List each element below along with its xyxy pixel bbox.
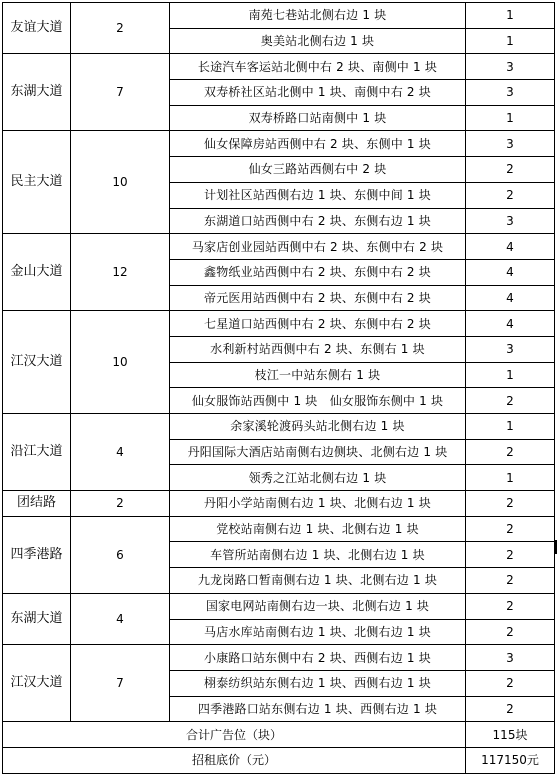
location-desc-cell: 马家店创业园站西侧中右 2 块、东侧中右 2 块 xyxy=(170,234,466,260)
location-desc-cell: 丹阳国际大酒店站南侧右边侧块、北侧右边 1 块 xyxy=(170,439,466,465)
station-count-cell: 2 xyxy=(71,3,170,54)
summary-label: 合计广告位（块） xyxy=(3,722,466,748)
location-desc-cell: 领秀之江站北侧右边 1 块 xyxy=(170,465,466,491)
station-count-cell: 7 xyxy=(71,54,170,131)
summary-value: 117150元 xyxy=(466,747,555,773)
location-desc-cell: 鑫物纸业站西侧中右 2 块、东侧中右 2 块 xyxy=(170,259,466,285)
table-body xyxy=(3,3,555,774)
table-row xyxy=(3,131,555,157)
ad-count-cell: 1 xyxy=(466,3,555,29)
ad-count-cell: 1 xyxy=(466,362,555,388)
location-desc-cell: 车管所站南侧右边 1 块、北侧右边 1 块 xyxy=(170,542,466,568)
location-desc-cell: 余家溪轮渡码头站北侧右边 1 块 xyxy=(170,414,466,440)
ad-count-cell: 2 xyxy=(466,670,555,696)
summary-row xyxy=(3,722,555,748)
ad-count-cell: 4 xyxy=(466,311,555,337)
table-row xyxy=(3,645,555,671)
table-row xyxy=(3,54,555,80)
ad-location-table xyxy=(2,2,555,774)
table-row xyxy=(3,3,555,29)
station-count-cell: 6 xyxy=(71,516,170,593)
table-row xyxy=(3,593,555,619)
ad-count-cell: 4 xyxy=(466,259,555,285)
ad-count-cell: 1 xyxy=(466,414,555,440)
location-desc-cell: 计划社区站西侧右边 1 块、东侧中间 1 块 xyxy=(170,182,466,208)
summary-label: 招租底价（元） xyxy=(3,747,466,773)
summary-value: 115块 xyxy=(466,722,555,748)
station-count-cell: 2 xyxy=(71,491,170,517)
ad-count-cell: 3 xyxy=(466,645,555,671)
location-desc-cell: 长途汽车客运站北侧中右 2 块、南侧中 1 块 xyxy=(170,54,466,80)
location-desc-cell: 马店水库站南侧右边 1 块、北侧右边 1 块 xyxy=(170,619,466,645)
location-desc-cell: 栩泰纺织站东侧右边 1 块、西侧右边 1 块 xyxy=(170,670,466,696)
table-row xyxy=(3,234,555,260)
location-desc-cell: 国家电网站南侧右边一块、北侧右边 1 块 xyxy=(170,593,466,619)
ad-count-cell: 2 xyxy=(466,491,555,517)
ad-count-cell: 4 xyxy=(466,234,555,260)
ad-count-cell: 2 xyxy=(466,593,555,619)
road-name-cell: 四季港路 xyxy=(3,516,71,593)
location-desc-cell: 党校站南侧右边 1 块、北侧右边 1 块 xyxy=(170,516,466,542)
road-name-cell: 东湖大道 xyxy=(3,54,71,131)
location-desc-cell: 仙女三路站西侧右中 2 块 xyxy=(170,157,466,183)
station-count-cell: 10 xyxy=(71,131,170,234)
ad-count-cell: 2 xyxy=(466,568,555,594)
ad-count-cell: 2 xyxy=(466,542,555,568)
location-desc-cell: 双寿桥社区站北侧中 1 块、南侧中右 2 块 xyxy=(170,80,466,106)
road-name-cell: 民主大道 xyxy=(3,131,71,234)
road-name-cell: 江汉大道 xyxy=(3,311,71,414)
table-row xyxy=(3,516,555,542)
ad-count-cell: 1 xyxy=(466,28,555,54)
table-row xyxy=(3,311,555,337)
road-name-cell: 金山大道 xyxy=(3,234,71,311)
ad-count-cell: 3 xyxy=(466,54,555,80)
ad-count-cell: 2 xyxy=(466,182,555,208)
station-count-cell: 7 xyxy=(71,645,170,722)
ad-count-cell: 2 xyxy=(466,157,555,183)
road-name-cell: 友谊大道 xyxy=(3,3,71,54)
station-count-cell: 12 xyxy=(71,234,170,311)
location-desc-cell: 奥美站北侧右边 1 块 xyxy=(170,28,466,54)
ad-count-cell: 3 xyxy=(466,336,555,362)
ad-count-cell: 2 xyxy=(466,516,555,542)
road-name-cell: 团结路 xyxy=(3,491,71,517)
station-count-cell: 10 xyxy=(71,311,170,414)
ad-count-cell: 2 xyxy=(466,619,555,645)
table-row xyxy=(3,414,555,440)
location-desc-cell: 帝元医用站西侧中右 2 块、东侧中右 2 块 xyxy=(170,285,466,311)
location-desc-cell: 仙女服饰站西侧中 1 块 仙女服饰东侧中 1 块 xyxy=(170,388,466,414)
road-name-cell: 东湖大道 xyxy=(3,593,71,644)
location-desc-cell: 东湖道口站西侧中右 2 块、东侧右边 1 块 xyxy=(170,208,466,234)
ad-count-cell: 4 xyxy=(466,285,555,311)
location-desc-cell: 水利新村站西侧中右 2 块、东侧右 1 块 xyxy=(170,336,466,362)
summary-row xyxy=(3,747,555,773)
ad-count-cell: 1 xyxy=(466,465,555,491)
station-count-cell: 4 xyxy=(71,593,170,644)
ad-count-cell: 3 xyxy=(466,80,555,106)
location-desc-cell: 仙女保障房站西侧中右 2 块、东侧中 1 块 xyxy=(170,131,466,157)
road-name-cell: 沿江大道 xyxy=(3,414,71,491)
location-desc-cell: 四季港路口站东侧右边 1 块、西侧右边 1 块 xyxy=(170,696,466,722)
ad-count-cell: 3 xyxy=(466,208,555,234)
station-count-cell: 4 xyxy=(71,414,170,491)
ad-count-cell: 2 xyxy=(466,696,555,722)
location-desc-cell: 双寿桥路口站南侧中 1 块 xyxy=(170,105,466,131)
location-desc-cell: 小康路口站东侧中右 2 块、西侧右边 1 块 xyxy=(170,645,466,671)
location-desc-cell: 南苑七巷站北侧右边 1 块 xyxy=(170,3,466,29)
location-desc-cell: 七星道口站西侧中右 2 块、东侧中右 2 块 xyxy=(170,311,466,337)
location-desc-cell: 九龙岗路口暂南侧右边 1 块、北侧右边 1 块 xyxy=(170,568,466,594)
ad-count-cell: 3 xyxy=(466,131,555,157)
road-name-cell: 江汉大道 xyxy=(3,645,71,722)
ad-count-cell: 2 xyxy=(466,439,555,465)
location-desc-cell: 丹阳小学站南侧右边 1 块、北侧右边 1 块 xyxy=(170,491,466,517)
ad-count-cell: 2 xyxy=(466,388,555,414)
table-row xyxy=(3,491,555,517)
location-desc-cell: 枝江一中站东侧右 1 块 xyxy=(170,362,466,388)
ad-count-cell: 1 xyxy=(466,105,555,131)
